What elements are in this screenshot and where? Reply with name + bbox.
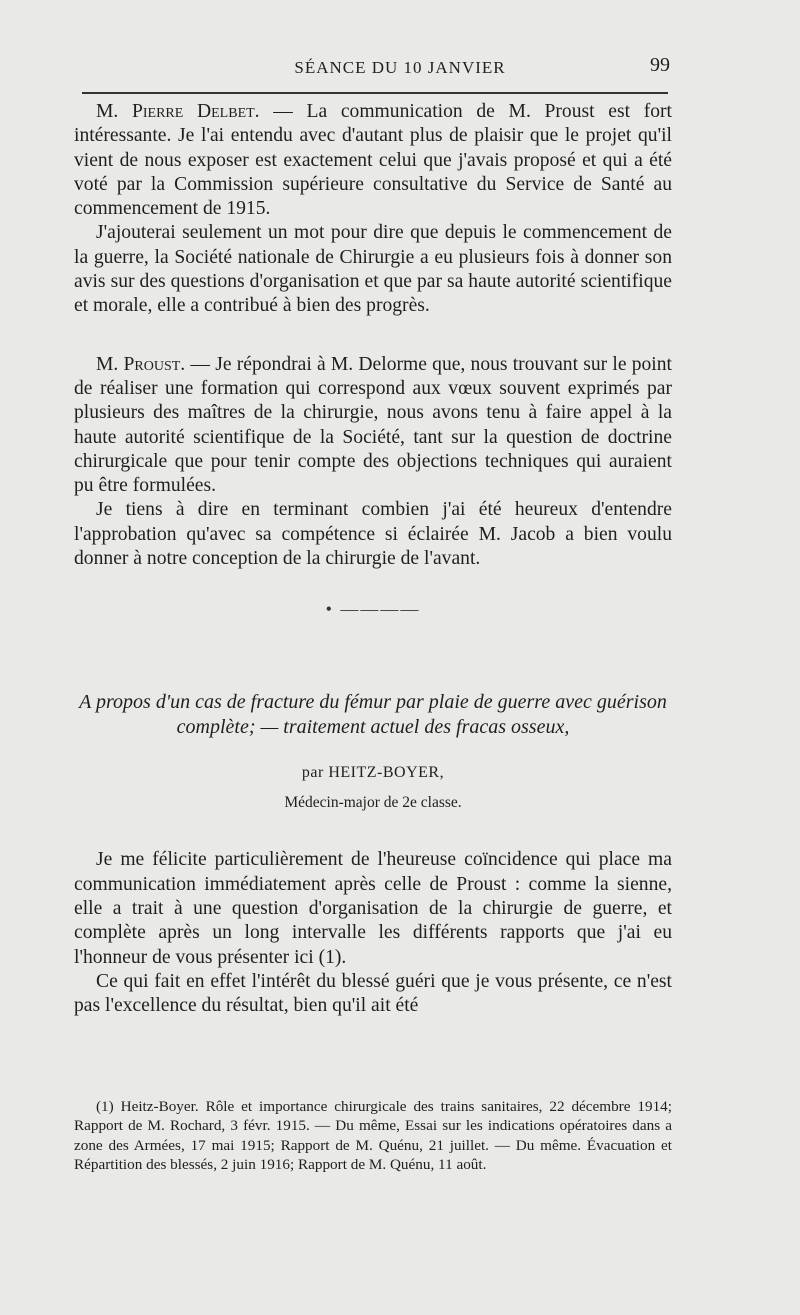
article-title: A propos d'un cas de fracture du fémur par plaie de guerre avec guérison complète; — traitement actuel des fracas osseux, <box>79 691 667 739</box>
running-title: SÉANCE DU 10 JANVIER <box>294 58 506 77</box>
paragraph-delbet <box>74 100 672 221</box>
main-text <box>74 100 672 1018</box>
footnote <box>74 1097 672 1175</box>
author-rank: Médecin-major de 2e classe. <box>284 794 462 812</box>
section-separator: • ———— <box>325 599 421 620</box>
paragraph-proust-text: — Je répondrai à M. Delorme que, nous trouvant sur le point de réaliser une formation qui correspond aux vœux souvent exprimés par plusieurs des maîtres de la chirurgie, nous avons tenu à faire appel à la haute autorité scientifique de la Société, tant sur la question de doctrine chirurgicale que pour tenir compte des objections techniques qui auraient pu être formulées. <box>74 353 672 497</box>
paragraph-proust-2: Je tiens à dire en terminant combien j'ai été heureux d'entendre l'approbation qu'avec sa compétence si éclairée M. Jacob a bien voulu donner à notre conception de la chirurgie de l'avant. <box>74 499 672 570</box>
paragraph-heitz-boyer-2: Ce qui fait en effet l'intérêt du blessé guéri que je vous présente, ce n'est pas l'excellence du résultat, bien qu'il ait été <box>74 970 672 1017</box>
footnote-text: (1) Heitz-Boyer. Rôle et importance chirurgicale des trains sanitaires, 22 décembre 1914; Rapport de M. Rochard, 3 févr. 1915. — Du même, Essai sur les indications opératoires dans a zone des Armées, 17 mai 1915; Rapport de M. Quénu, 21 juillet. — Du même. Évacuation et Répartition des blessés, 2 juin 1916; Rapport de M. Quénu, 11 août. <box>74 1098 672 1174</box>
speaker-delbet: M. Pierre Delbet. <box>96 101 260 122</box>
paragraph-delbet-text: — La communication de M. Proust est fort intéressante. Je l'ai entendu avec d'autant plus de plaisir que le projet qu'il vient de nous exposer est exactement celui que j'avais proposé et qui a été voté par la Commission supérieure consultative du Service de Santé au commencement de 1915. <box>74 101 672 220</box>
article-byline: par HEITZ-BOYER, <box>301 764 445 782</box>
page-header <box>0 52 800 82</box>
paragraph-proust <box>74 353 672 499</box>
paragraph-delbet-2: J'ajouterai seulement un mot pour dire que depuis le commencement de la guerre, la Société nationale de Chirurgie a eu plusieurs fois à donner son avis sur des questions d'organisation et que par sa haute autorité scientifique et morale, elle a contribué à bien des progrès. <box>74 222 672 317</box>
header-rule <box>82 92 668 94</box>
speaker-proust: M. Proust. <box>96 353 186 375</box>
page-number: 99 <box>650 54 670 76</box>
paragraph-heitz-boyer: Je me félicite particulièrement de l'heureuse coïncidence qui place ma communication immédiatement après celle de Proust : comme la sienne, elle a trait à une question d'organisation de la chirurgie de guerre, et complète après un long intervalle les différents rapports que j'ai eu l'honneur de vous présenter ici (1). <box>74 849 672 968</box>
spacer <box>74 319 672 353</box>
